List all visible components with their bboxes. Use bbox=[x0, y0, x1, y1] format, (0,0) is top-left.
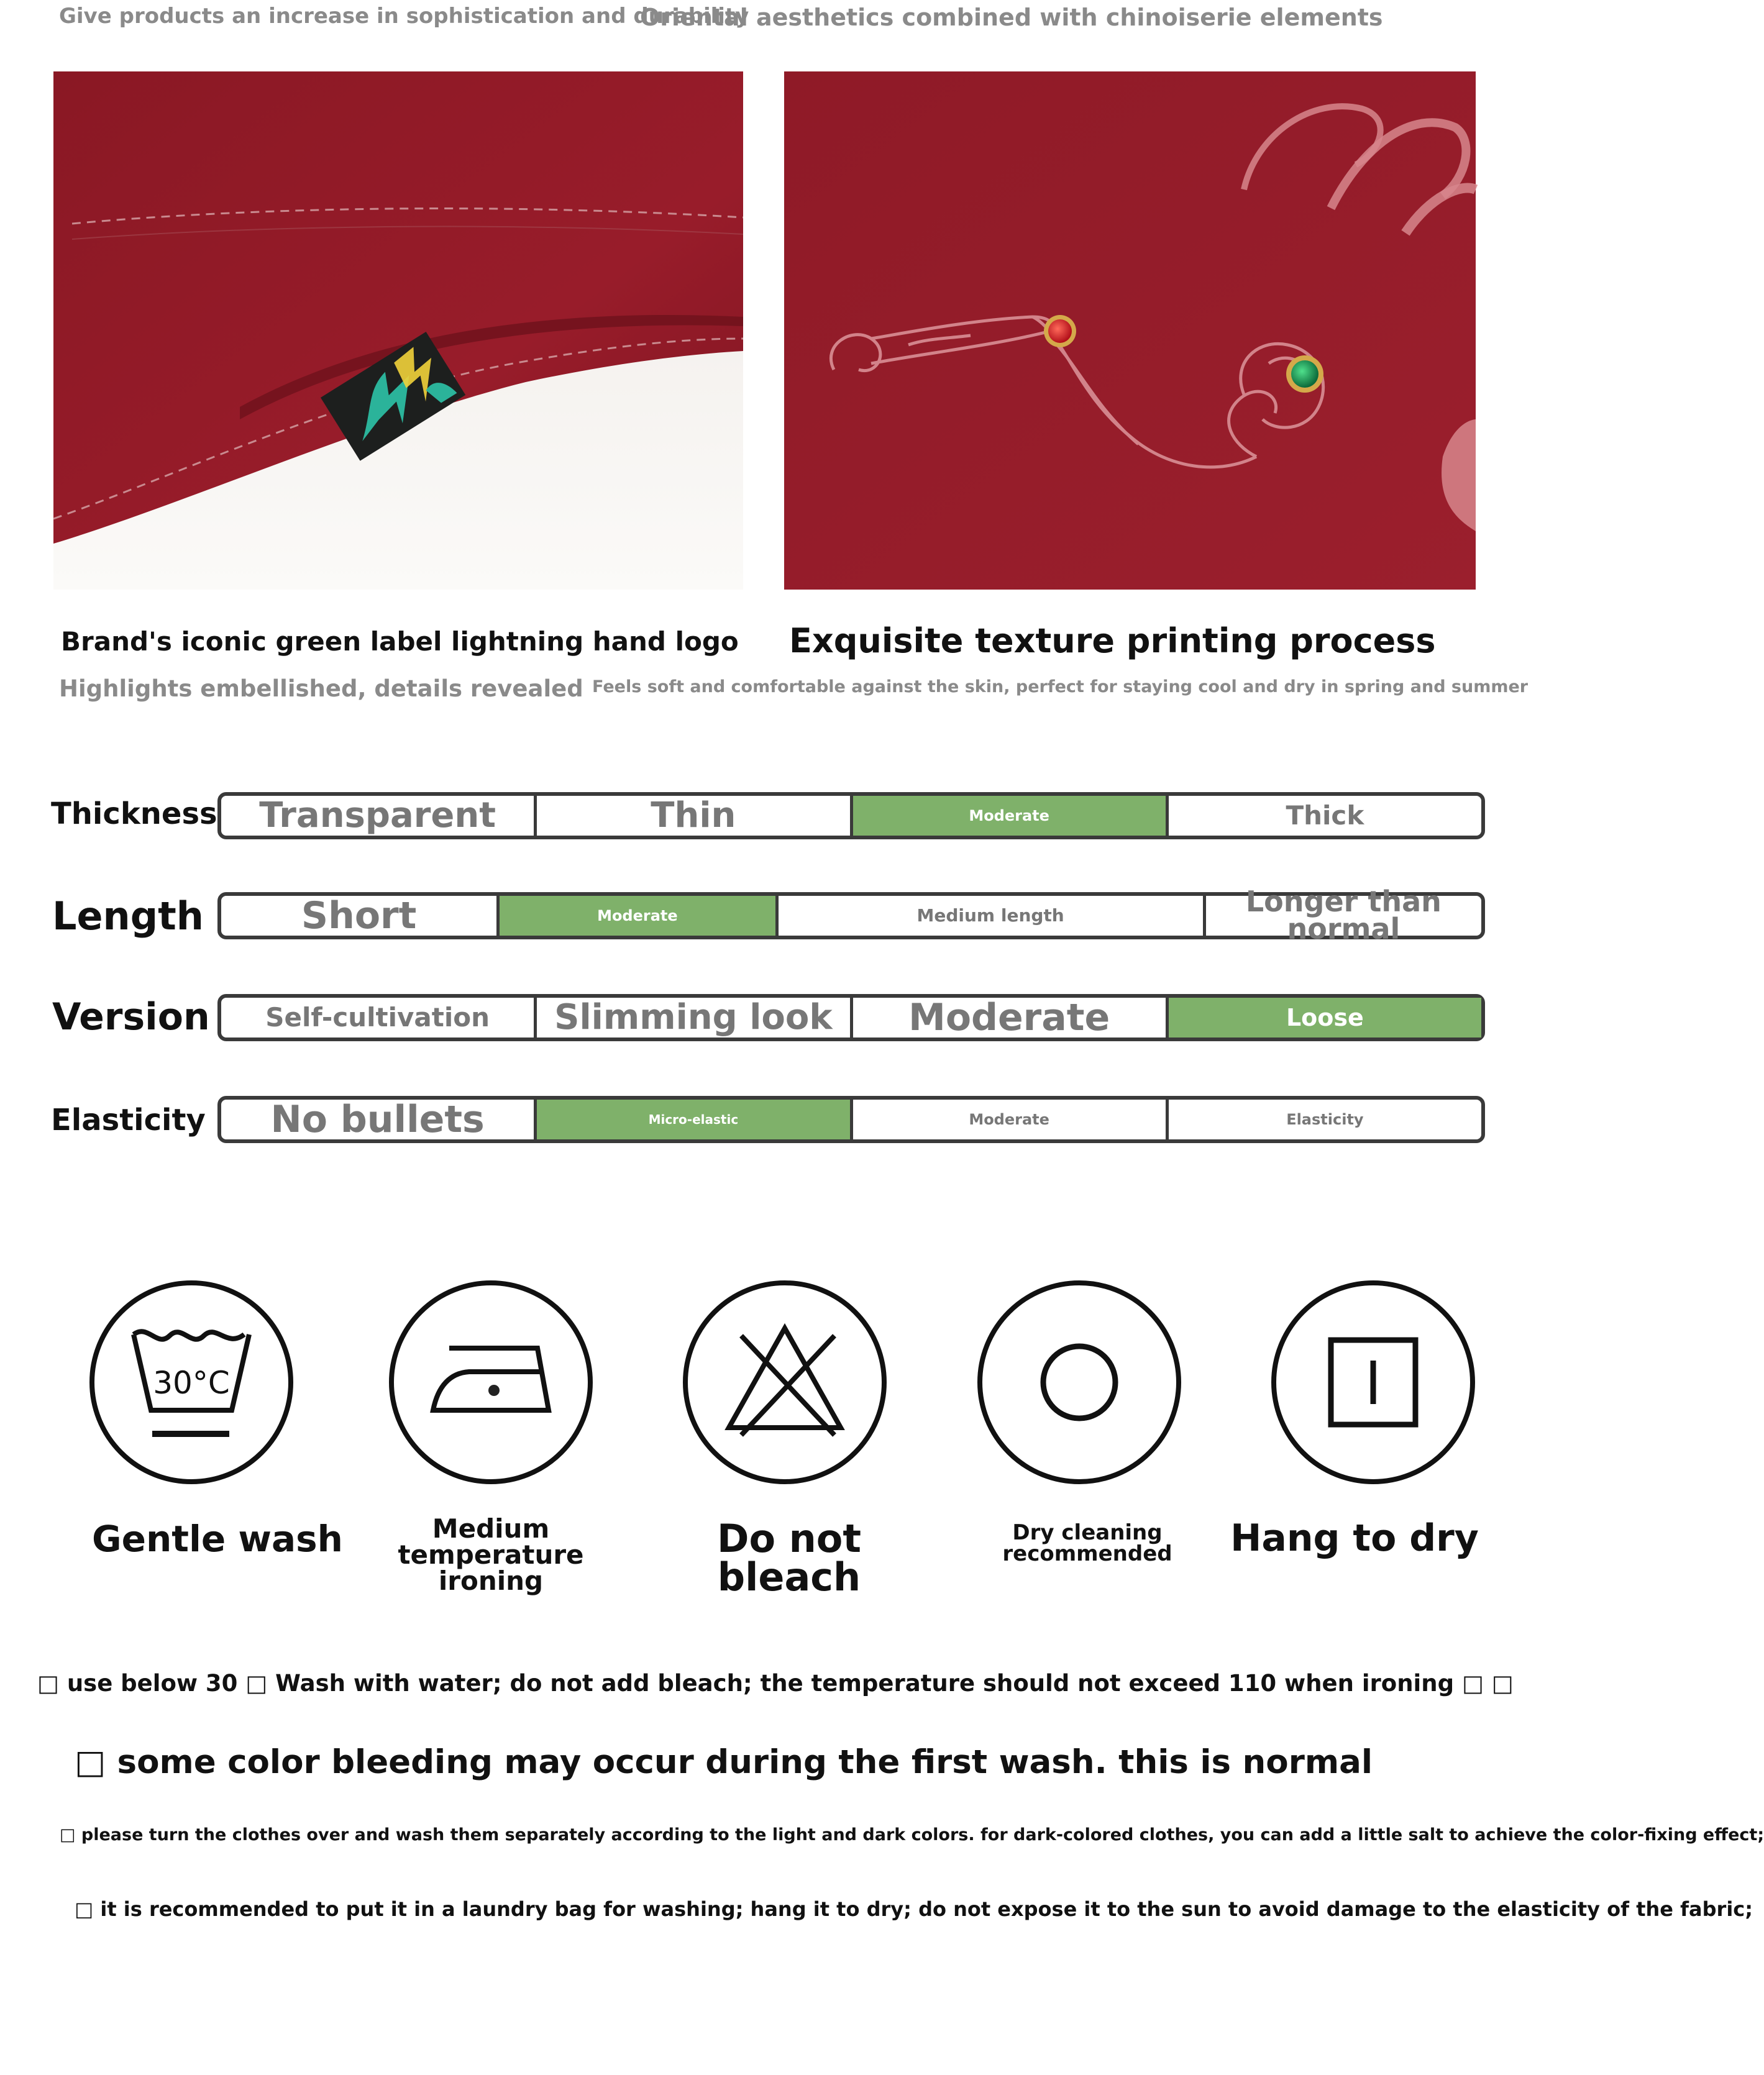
care-label-hang-dry: Hang to dry bbox=[1230, 1516, 1479, 1560]
attr-option-selected: Micro-elastic bbox=[537, 1100, 852, 1139]
care-note-4: □ it is recommended to put it in a laundry bag for washing; hang it to dry; do not expose it to the sun to avoid damage to the elasticity of the fabric; bbox=[75, 1897, 1753, 1921]
dry-clean-icon bbox=[977, 1280, 1182, 1485]
attr-option: Thin bbox=[537, 796, 852, 836]
attr-option: No bullets bbox=[221, 1100, 537, 1139]
feature-title-label: Brand's iconic green label lightning hand logo bbox=[61, 626, 739, 657]
attr-option: Short bbox=[221, 896, 500, 936]
care-label-iron: Medium temperature ironing bbox=[398, 1513, 584, 1596]
attr-option: Self-cultivation bbox=[221, 998, 537, 1038]
attr-bar-length bbox=[217, 885, 1485, 946]
top-caption-right: Oriental aesthetics combined with chinoiserie elements bbox=[640, 4, 1383, 31]
attr-option: Moderate bbox=[853, 998, 1169, 1038]
attr-label-thickness: Thickness bbox=[51, 796, 217, 831]
iron-medium-icon bbox=[388, 1280, 593, 1485]
attr-option: Slimming look bbox=[537, 998, 852, 1038]
attr-label-length: Length bbox=[52, 893, 204, 939]
fabric-label-photo bbox=[53, 71, 743, 590]
care-note-2: □ some color bleeding may occur during the first wash. this is normal bbox=[75, 1743, 1373, 1781]
attr-option-selected: Moderate bbox=[853, 796, 1169, 836]
care-note-1: □ use below 30 □ Wash with water; do not add bleach; the temperature should not exceed 110 when ironing □ □ bbox=[37, 1670, 1514, 1697]
attr-option-selected: Loose bbox=[1169, 998, 1481, 1038]
wash-30c-icon bbox=[89, 1280, 294, 1485]
care-label-dry-clean: Dry cleaning recommended bbox=[1002, 1520, 1172, 1566]
care-note-3: □ please turn the clothes over and wash them separately according to the light and dark colors. for dark-colored clothes, you can add a little salt to achieve the color-fixing effect; bbox=[60, 1825, 1764, 1845]
attr-option: Moderate bbox=[853, 1100, 1169, 1139]
attr-option-selected: Moderate bbox=[500, 896, 778, 936]
attr-bar-thickness bbox=[217, 792, 1485, 839]
top-caption-left: Give products an increase in sophistication and durability bbox=[59, 4, 749, 29]
attr-option: Elasticity bbox=[1286, 1110, 1364, 1128]
texture-print-photo bbox=[784, 71, 1476, 590]
care-label-no-bleach: Do not bleach bbox=[716, 1516, 861, 1600]
feature-subtitle-print: Feels soft and comfortable against the skin, perfect for staying cool and dry in spring and summer bbox=[592, 677, 1529, 696]
wash-temp-text: 30°C bbox=[153, 1365, 230, 1401]
attr-option: Transparent bbox=[221, 796, 537, 836]
feature-subtitle-label: Highlights embellished, details revealed bbox=[59, 675, 583, 702]
attr-bar-version bbox=[217, 994, 1485, 1041]
attr-label-elasticity: Elasticity bbox=[51, 1103, 206, 1138]
care-label-gentle-wash: Gentle wash bbox=[92, 1518, 343, 1560]
feature-title-print: Exquisite texture printing process bbox=[789, 621, 1436, 660]
attr-option: Medium length bbox=[779, 896, 1206, 936]
attr-option: Thick bbox=[1286, 800, 1364, 831]
attr-label-version: Version bbox=[52, 995, 210, 1039]
attr-option: Longer than normal bbox=[1245, 885, 1442, 946]
attr-bar-elasticity bbox=[217, 1096, 1485, 1143]
no-bleach-icon bbox=[682, 1280, 887, 1485]
hang-dry-icon bbox=[1271, 1280, 1476, 1485]
